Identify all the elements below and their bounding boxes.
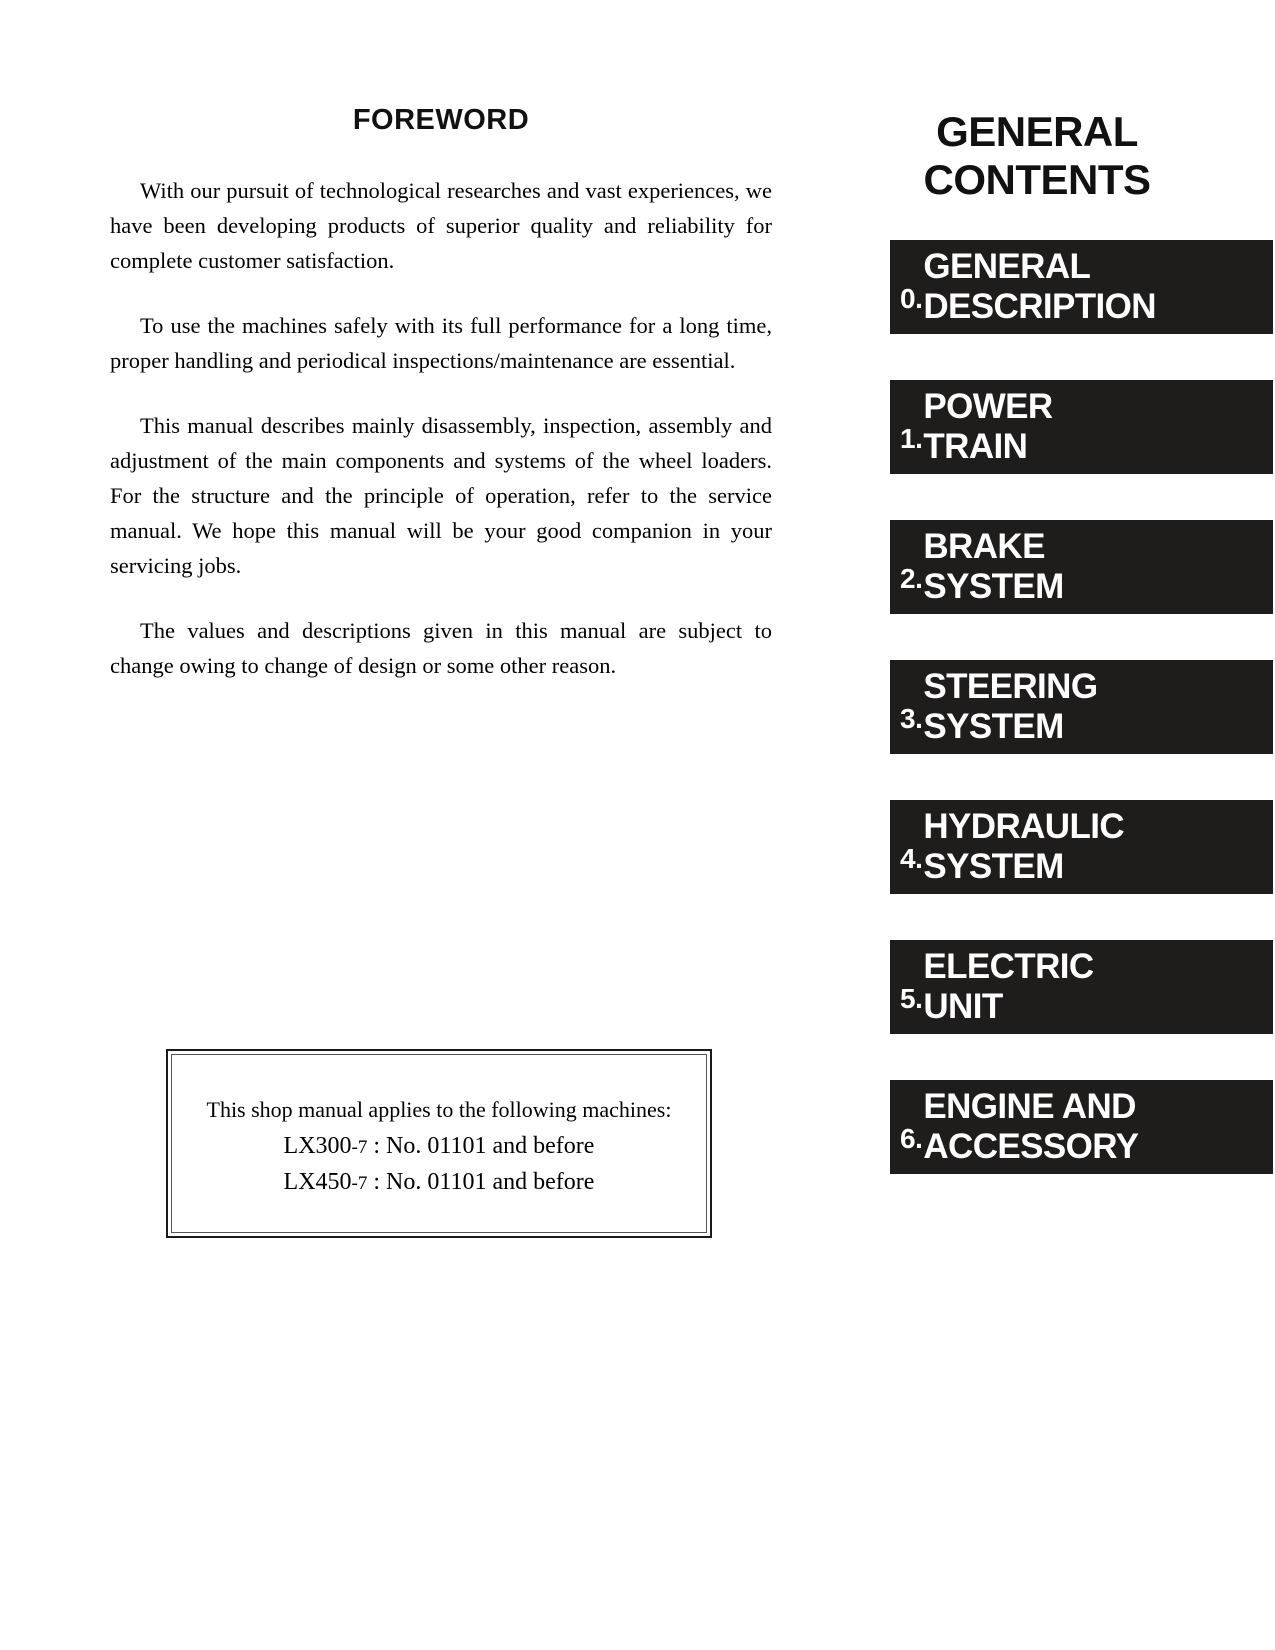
machine-serial-detail: : No. 01101 and before — [367, 1168, 595, 1195]
tab-label — [923, 947, 1273, 1027]
general-contents-title — [845, 108, 1229, 204]
contents-tab-engine-and-accessory[interactable] — [890, 1080, 1273, 1174]
tab-label-line1: HYDRAULIC — [923, 807, 1125, 846]
machine-model: LX300 — [283, 1132, 352, 1159]
contents-tab-list — [890, 240, 1273, 1174]
tab-label-line2: UNIT — [923, 987, 1003, 1026]
machine-list-item — [172, 1129, 706, 1165]
general-contents-section — [845, 108, 1275, 204]
tab-label — [923, 667, 1273, 747]
tab-label-line2: ACCESSORY — [923, 1127, 1139, 1166]
general-contents-title-line1: GENERAL — [936, 108, 1138, 155]
tab-number: 0. — [900, 283, 923, 314]
tab-label-line2: DESCRIPTION — [923, 287, 1156, 326]
contents-tab-electric-unit[interactable] — [890, 940, 1273, 1034]
tab-number: 3. — [900, 703, 923, 734]
general-contents-title-line2: CONTENTS — [923, 156, 1151, 203]
tab-label — [923, 807, 1273, 887]
tab-number: 6. — [900, 1123, 923, 1154]
tab-label-line1: ELECTRIC — [923, 947, 1094, 986]
contents-tab-brake-system[interactable] — [890, 520, 1273, 614]
foreword-paragraph: With our pursuit of technological researches and vast experiences, we have been developing products of superior quality and reliability for complete customer satisfaction. — [110, 178, 772, 273]
tab-label — [923, 247, 1273, 327]
tab-label — [923, 1087, 1273, 1167]
tab-number: 5. — [900, 983, 923, 1014]
tab-label-line2: SYSTEM — [923, 847, 1064, 886]
tab-label-line2: SYSTEM — [923, 707, 1064, 746]
machine-model: LX450 — [283, 1168, 352, 1195]
tab-label-line1: GENERAL — [923, 247, 1091, 286]
tab-label — [923, 527, 1273, 607]
tab-label-line1: STEERING — [923, 667, 1098, 706]
tab-label-line2: SYSTEM — [923, 567, 1064, 606]
machine-serial-detail: : No. 01101 and before — [367, 1132, 595, 1159]
tab-label — [923, 387, 1273, 467]
page-title: FOREWORD — [352, 104, 530, 136]
tab-number: 4. — [900, 843, 923, 874]
tab-label-line2: TRAIN — [923, 427, 1028, 466]
foreword-paragraph: The values and descriptions given in this manual are subject to change owing to change of design or some other reason. — [110, 618, 772, 678]
foreword-section — [110, 104, 772, 683]
tab-label-line1: POWER — [923, 387, 1053, 426]
applicability-box — [166, 1049, 712, 1238]
machine-model-suffix: -7 — [351, 1136, 368, 1158]
contents-tab-power-train[interactable] — [890, 380, 1273, 474]
tab-label-line1: ENGINE AND — [923, 1087, 1136, 1126]
contents-tab-hydraulic-system[interactable] — [890, 800, 1273, 894]
tab-label-line1: BRAKE — [923, 527, 1045, 566]
foreword-paragraph: This manual describes mainly disassembly, inspection, assembly and adjustment of the main components and systems of the wheel loaders. For the structure and the principle of operation, refer to the service manual. We hope this manual will be your good companion in your servicing jobs. — [110, 413, 772, 578]
foreword-paragraph: To use the machines safely with its full performance for a long time, proper handling and periodical inspections/maintenance are essential. — [110, 313, 772, 373]
machine-model-suffix: -7 — [351, 1172, 368, 1194]
contents-tab-general-description[interactable] — [890, 240, 1273, 334]
contents-tab-steering-system[interactable] — [890, 660, 1273, 754]
applicability-box-inner — [171, 1054, 707, 1233]
applicability-lead-text: This shop manual applies to the following machines: — [206, 1096, 672, 1122]
machine-list-item — [172, 1165, 706, 1201]
tab-number: 2. — [900, 563, 923, 594]
tab-number: 1. — [900, 423, 923, 454]
